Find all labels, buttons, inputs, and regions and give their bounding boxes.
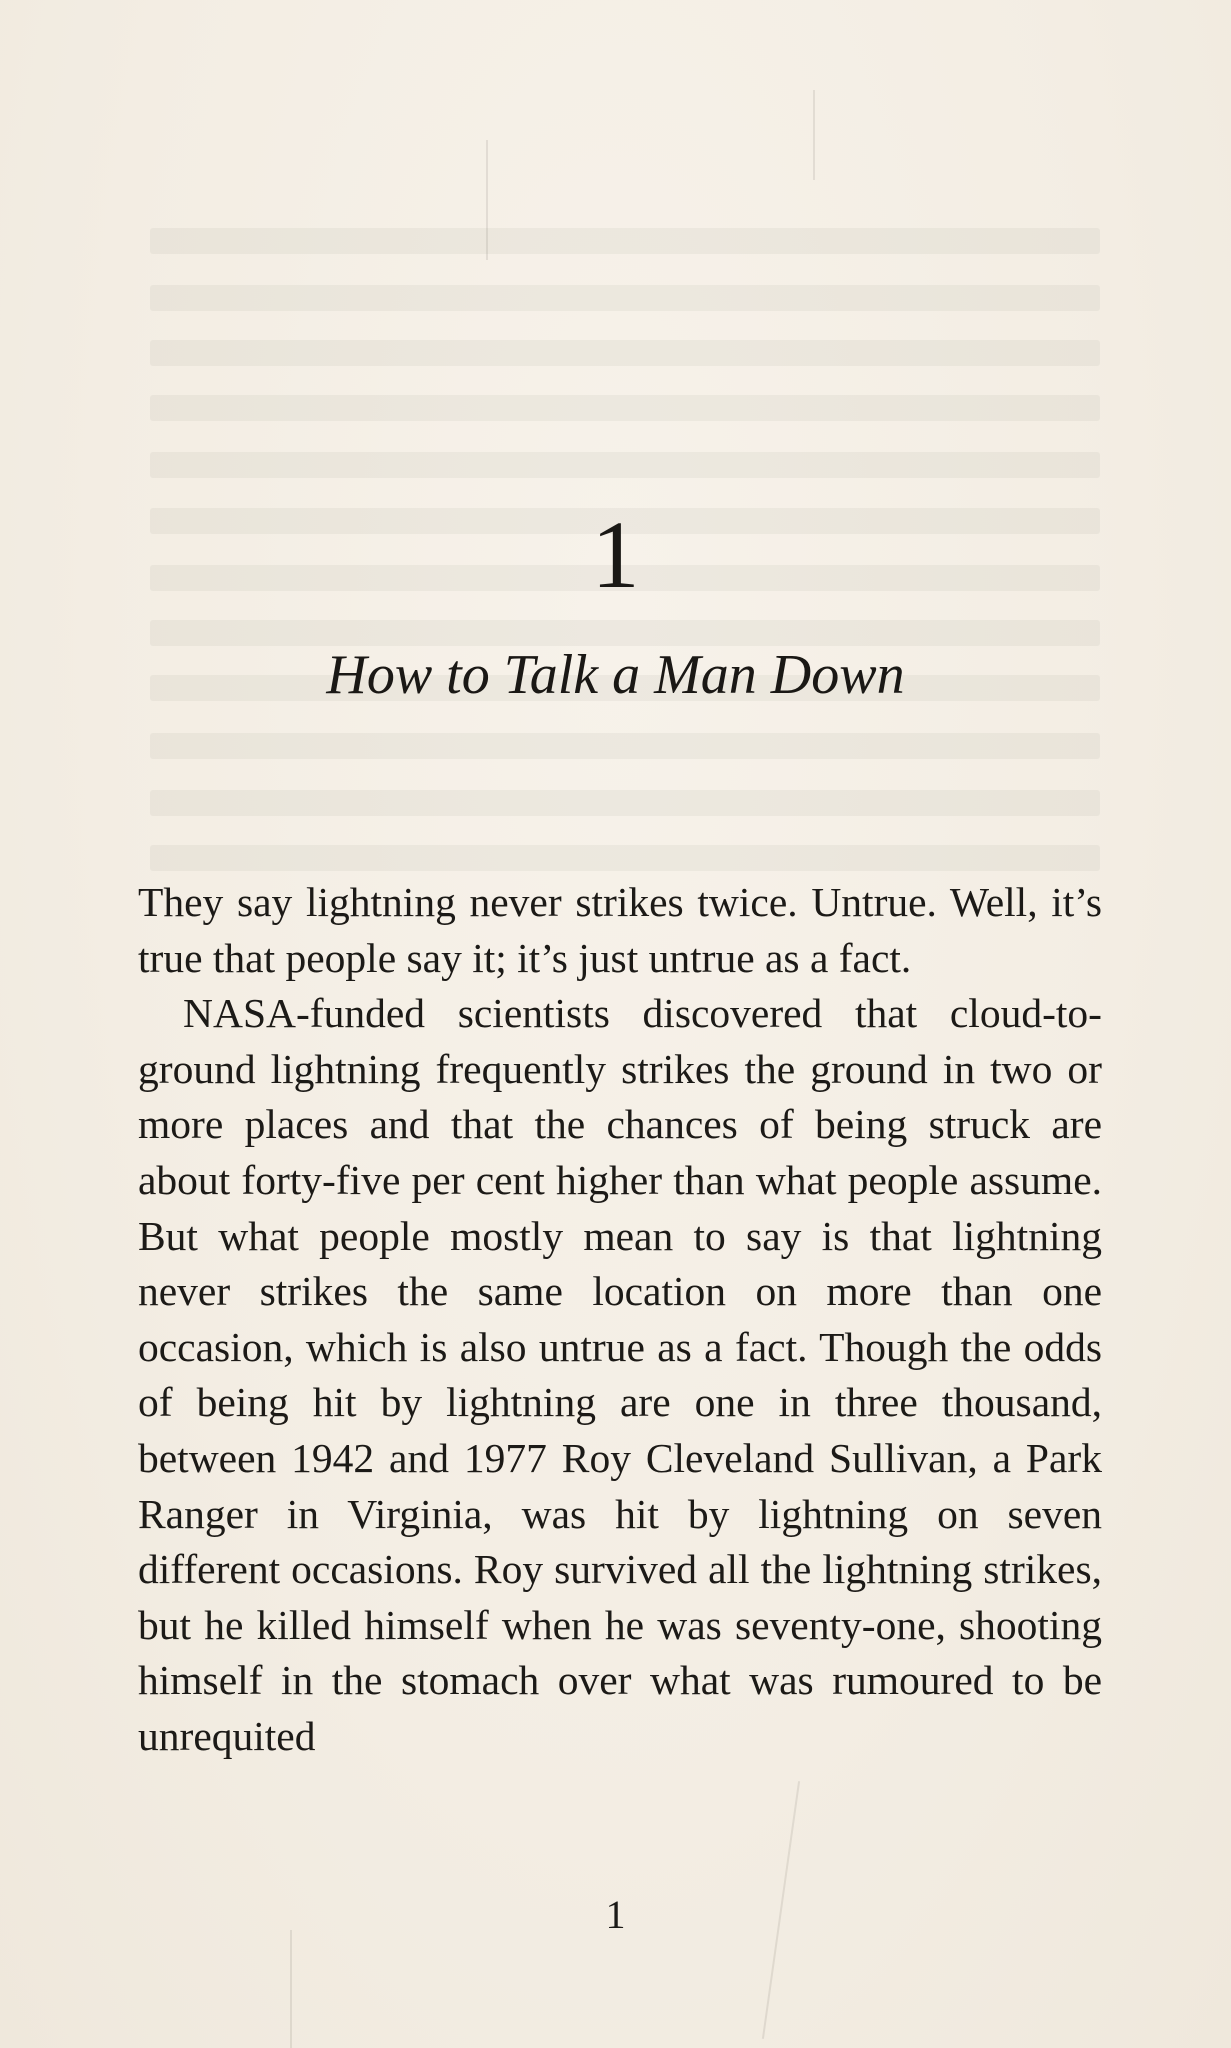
show-through-line [150,340,1100,366]
paragraph: NASA-funded scientists discovered that cloud-to-ground lightning frequently strikes the ground in two or more places and that the chances of being struck are about forty-five per cent higher than what people assume. But what people mostly mean to say is that lightning never strikes the same location on more than one occasion, which is also untrue as a fact. Though the odds of being hit by lightning are one in three thousand, between 1942 and 1977 Roy Cleveland Sullivan, a Park Ranger in Virginia, was hit by lightning on seven different occasions. Roy survived all the lightning strikes, but he killed himself when he was seventy-one, shooting himself in the stomach over what was rumoured to be unrequited [138,990,1102,1759]
paper-crease [813,90,815,180]
show-through-line [150,285,1100,311]
show-through-line [150,452,1100,478]
show-through-line [150,228,1100,254]
chapter-number: 1 [591,501,640,608]
page-number: 1 [605,1892,626,1937]
paper-crease [290,1930,292,2048]
show-through-line [150,395,1100,421]
paragraph: They say lightning never strikes twice. Untrue. Well, it’s true that people say it; it’s just untrue as a fact. [138,879,1102,981]
chapter-title: How to Talk a Man Down [326,644,905,706]
show-through-line [150,733,1100,759]
paper-crease [486,140,488,260]
body-text [138,875,1102,1765]
show-through-line [150,845,1100,871]
show-through-line [150,790,1100,816]
